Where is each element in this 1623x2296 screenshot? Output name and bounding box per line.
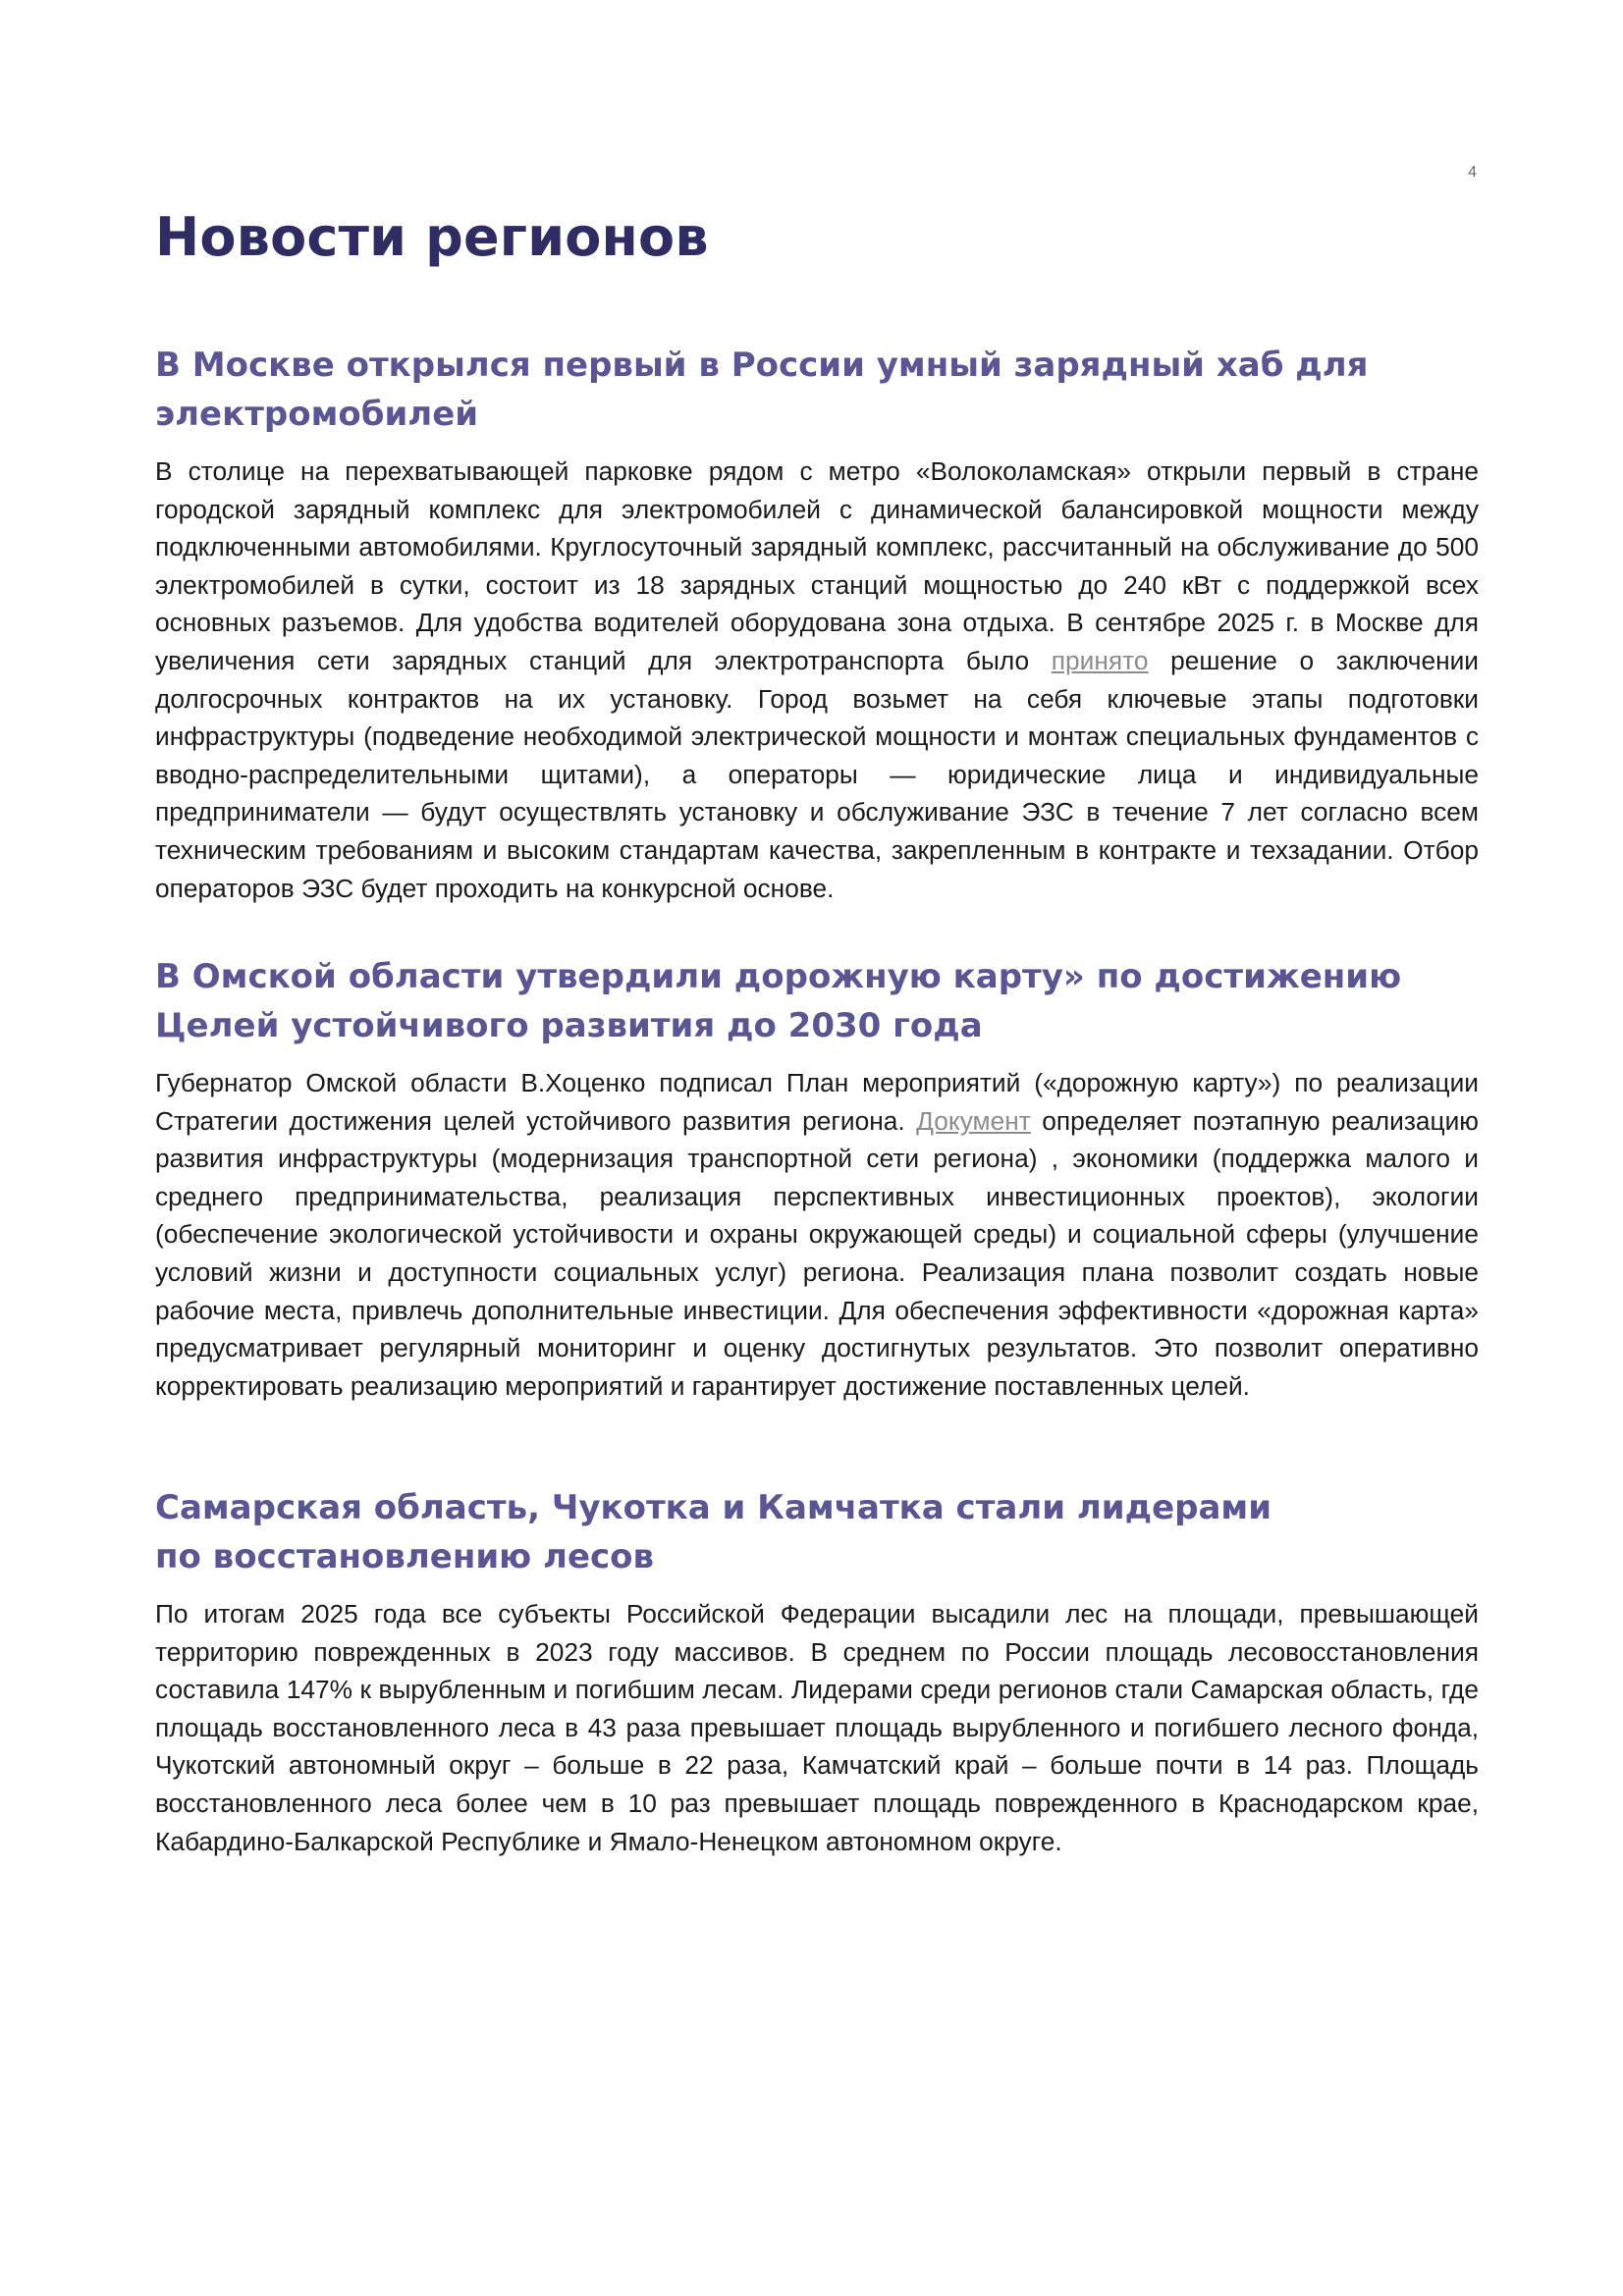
article-body-text: определяет поэтапную реализацию развития инфраструктуры (модернизация транспортной сети региона) , экономики (поддержка малого и среднего предпринимательства, реализация перспективных инвестиционных проектов), экологии (обеспечение экологической устойчивости и охраны окружающей среды) и социальной сферы (улучшение условий жизни и доступности социальных услуг) региона. Реализация плана позволит создать новые рабочие места, привлечь дополнительные инвестиции. Для обеспечения эффективности «дорожная карта» предусматривает регулярный мониторинг и оценку достигнутых результатов. Это позволит оперативно корректировать реализацию мероприятий и гарантирует достижение поставленных целей.: [155, 1105, 1479, 1401]
article-body: [155, 453, 1479, 907]
page-number: 4: [1468, 164, 1477, 181]
article-heading: [155, 1483, 1479, 1581]
article-forest-restoration: [155, 1483, 1479, 1860]
article-heading-line: В Омской области утвердили дорожную карту» по достижению: [155, 957, 1402, 996]
article-moscow-charging-hub: [155, 341, 1479, 907]
article-heading: [155, 952, 1479, 1050]
article-heading-line: по восстановлению лесов: [155, 1537, 655, 1576]
document-link[interactable]: Документ: [916, 1105, 1031, 1136]
article-body-text: решение о заключении долгосрочных контрактов на их установку. Город возьмет на себя ключевые этапы подготовки инфраструктуры (подведение необходимой электрической мощности и монтаж специальных фундаментов с вводно-распределительными щитами), а операторы — юридические лица и индивидуальные предприниматели — будут осуществлять установку и обслуживание ЭЗС в течение 7 лет согласно всем техническим требованиям и высоким стандартам качества, закрепленным в контракте и техзадании. Отбор операторов ЭЗС будет проходить на конкурсной основе.: [155, 645, 1479, 903]
article-heading: [155, 341, 1479, 439]
article-omsk-roadmap: [155, 952, 1479, 1405]
article-heading-line: Самарская область, Чукотка и Камчатка стали лидерами: [155, 1488, 1272, 1527]
article-heading-line: В Москве открылся первый в России умный зарядный хаб для: [155, 346, 1369, 385]
page-title: Новости регионов: [155, 206, 709, 268]
article-body: По итогам 2025 года все субъекты Российской Федерации высадили лес на площади, превышающей территорию поврежденных в 2023 году массивов. В среднем по России площадь лесовосстановления составила 147% к вырубленным и погибшим лесам. Лидерами среди регионов стали Самарская область, где площадь восстановленного леса в 43 раза превышает площадь вырубленного и погибшего лесного фонда, Чукотский автономный округ – больше в 22 раза, Камчатский край – больше почти в 14 раз. Площадь восстановленного леса более чем в 10 раз превышает площадь поврежденного в Краснодарском крае, Кабардино-Балкарской Республике и Ямало-Ненецком автономном округе.: [155, 1599, 1479, 1856]
decision-link[interactable]: принято: [1051, 645, 1149, 675]
article-body-text: В столице на перехватывающей парковке рядом с метро «Волоколамская» открыли первый в стране городской зарядный комплекс для электромобилей с динамической балансировкой мощности между подключенными автомобилями. Круглосуточный зарядный комплекс, рассчитанный на обслуживание до 500 электромобилей в сутки, состоит из 18 зарядных станций мощностью до 240 кВт с поддержкой всех основных разъемов. Для удобства водителей оборудована зона отдыха. В сентябре 2025 г. в Москве для увеличения сети зарядных станций для электротранспорта было: [155, 456, 1479, 675]
article-body: [155, 1064, 1479, 1405]
article-heading-line: Целей устойчивого развития до 2030 года: [155, 1006, 983, 1045]
article-body-text: Губернатор Омской области В.Хоценко подписал План мероприятий («дорожную карту») по реализации Стратегии достижения целей устойчивого развития региона.: [155, 1068, 1479, 1136]
article-heading-line: электромобилей: [155, 395, 479, 434]
